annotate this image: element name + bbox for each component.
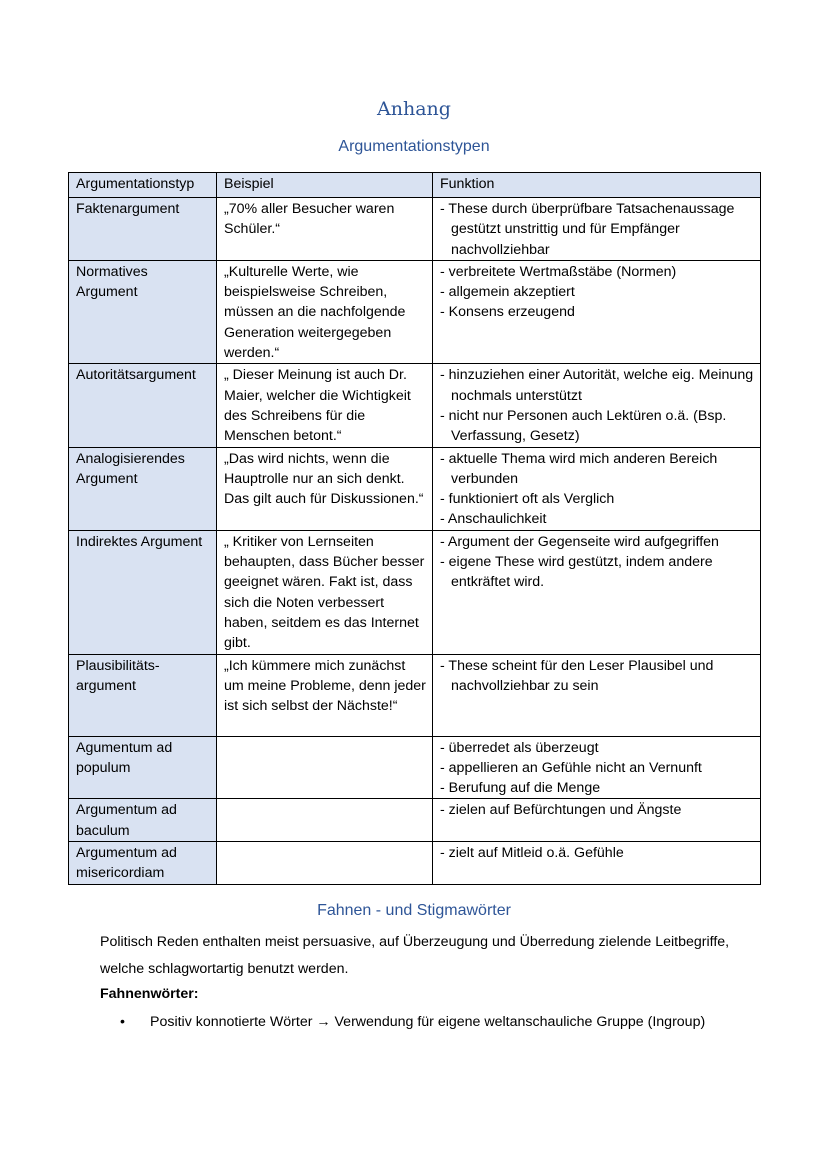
cell-function bbox=[433, 198, 761, 261]
function-item: - verbreitete Wertmaßstäbe (Normen) bbox=[440, 263, 677, 280]
function-item: - eigene These wird gestützt, indem andere entkräftet wird. bbox=[440, 554, 713, 591]
header-function: Funktion bbox=[433, 173, 761, 198]
bullet-icon: • bbox=[120, 1014, 125, 1030]
table-row bbox=[69, 842, 761, 885]
cell-type: Faktenargument bbox=[69, 198, 217, 261]
cell-type: Argumentum ad baculum bbox=[69, 799, 217, 842]
table-row bbox=[69, 799, 761, 842]
cell-type: Indirektes Argument bbox=[69, 530, 217, 654]
cell-example: „ Kritiker von Lernseiten behaupten, dass Bücher besser geeignet wären. Fakt ist, dass sich die Noten verbessert haben, seitdem es das Internet gibt. bbox=[217, 530, 433, 654]
function-item: - Konsens erzeugend bbox=[440, 304, 575, 321]
cell-example bbox=[217, 842, 433, 885]
function-item: - allgemein akzeptiert bbox=[440, 284, 575, 301]
cell-example bbox=[217, 799, 433, 842]
cell-type: Agumentum ad populum bbox=[69, 736, 217, 799]
table-row bbox=[69, 530, 761, 654]
table-body bbox=[69, 198, 761, 885]
cell-type: Autoritätsargument bbox=[69, 364, 217, 447]
function-item: - zielt auf Mitleid o.ä. Gefühle bbox=[440, 845, 624, 862]
cell-function bbox=[433, 654, 761, 736]
argumentation-table bbox=[68, 172, 761, 885]
page-title: Anhang bbox=[377, 98, 451, 120]
cell-example bbox=[217, 736, 433, 799]
table-row bbox=[69, 364, 761, 447]
function-item: - hinzuziehen einer Autorität, welche eig. Meinung nochmals unterstützt bbox=[440, 367, 754, 404]
cell-function bbox=[433, 364, 761, 447]
cell-example: „Ich kümmere mich zunächst um meine Probleme, denn jeder ist sich selbst der Nächste!“ bbox=[217, 654, 433, 736]
table-title: Argumentationstypen bbox=[338, 138, 490, 155]
cell-example: „Kulturelle Werte, wie beispielsweise Schreiben, müssen an die nachfolgende Generation weitergegeben werden.“ bbox=[217, 260, 433, 363]
cell-type: Normatives Argument bbox=[69, 260, 217, 363]
table-header-row bbox=[69, 173, 761, 198]
table-row bbox=[69, 654, 761, 736]
bullet-text: Positiv konnotierte Wörter → Verwendung für eigene weltanschauliche Gruppe (Ingroup) bbox=[150, 1014, 706, 1030]
function-item: - funktioniert oft als Verglich bbox=[440, 491, 615, 508]
function-item: - Anschaulichkeit bbox=[440, 511, 547, 528]
cell-function bbox=[433, 447, 761, 530]
cell-function bbox=[433, 736, 761, 799]
table-row bbox=[69, 198, 761, 261]
function-item: - aktuelle Thema wird mich anderen Bereich verbunden bbox=[440, 450, 718, 487]
header-type: Argumentationstyp bbox=[69, 173, 217, 198]
cell-function bbox=[433, 530, 761, 654]
cell-example: „Das wird nichts, wenn die Hauptrolle nur an sich denkt. Das gilt auch für Diskussionen.“ bbox=[217, 447, 433, 530]
cell-function bbox=[433, 842, 761, 885]
function-item: - nicht nur Personen auch Lektüren o.ä. (Bsp. Verfassung, Gesetz) bbox=[440, 407, 727, 445]
cell-function bbox=[433, 799, 761, 842]
fahnenwoerter-label: Fahnenwörter: bbox=[100, 986, 199, 1002]
cell-type: Analogisierendes Argument bbox=[69, 447, 217, 530]
function-item: - Berufung auf die Menge bbox=[440, 780, 601, 797]
table-row bbox=[69, 447, 761, 530]
table-row bbox=[69, 260, 761, 363]
cell-example: „ Dieser Meinung ist auch Dr. Maier, welcher die Wichtigkeit des Schreibens für die Menschen betont.“ bbox=[217, 364, 433, 447]
function-item: - zielen auf Befürchtungen und Ängste bbox=[440, 802, 682, 819]
function-item: - überredet als überzeugt bbox=[440, 739, 599, 756]
function-item: - These scheint für den Leser Plausibel und nachvollziehbar zu sein bbox=[440, 657, 714, 694]
body-paragraph: Politisch Reden enthalten meist persuasive, auf Überzeugung und Überredung zielende Leitbegriffe, welche schlagwortartig benutzt werden. bbox=[100, 934, 730, 977]
function-item: - These durch überprüfbare Tatsachenaussage gestützt unstrittig und für Empfänger nachvollziehbar bbox=[440, 201, 735, 258]
cell-type: Argumentum ad misericordiam bbox=[69, 842, 217, 885]
table-row bbox=[69, 736, 761, 799]
function-item: - Argument der Gegenseite wird aufgegriffen bbox=[440, 533, 719, 550]
cell-function bbox=[433, 260, 761, 363]
section-heading: Fahnen - und Stigmawörter bbox=[317, 902, 511, 919]
cell-example: „70% aller Besucher waren Schüler.“ bbox=[217, 198, 433, 261]
cell-type: Plausibilitäts-argument bbox=[69, 654, 217, 736]
function-item: - appellieren an Gefühle nicht an Vernunft bbox=[440, 759, 702, 776]
header-example: Beispiel bbox=[217, 173, 433, 198]
